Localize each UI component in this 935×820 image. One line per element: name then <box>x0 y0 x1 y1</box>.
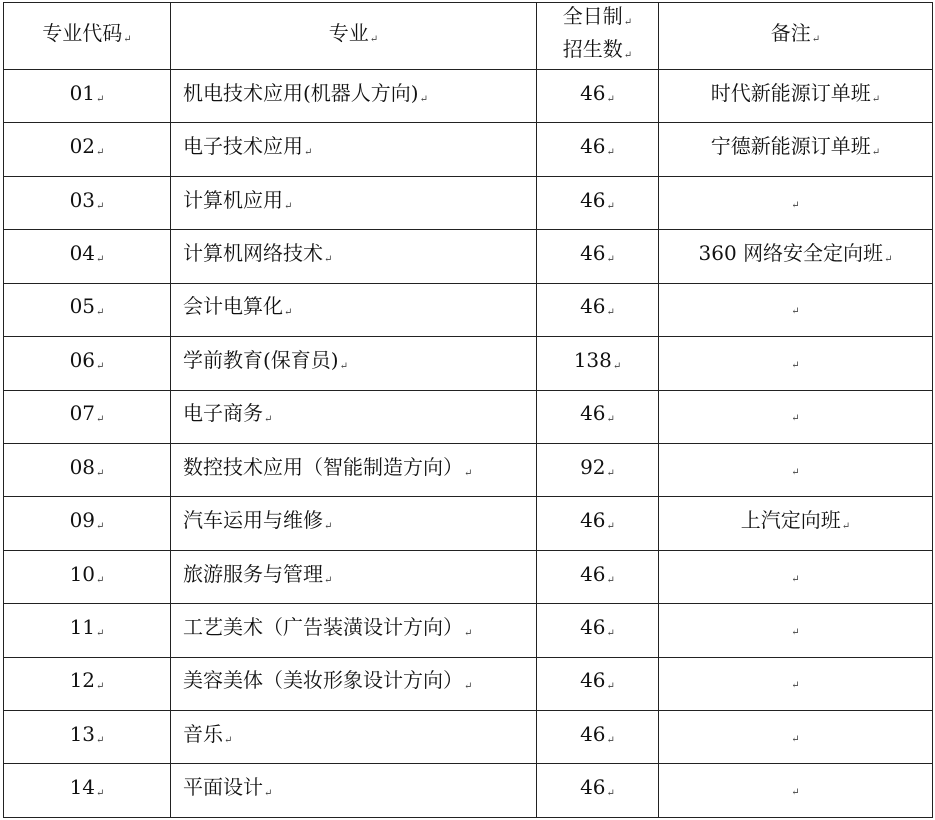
paragraph-mark: ↵ <box>606 414 615 426</box>
paragraph-mark: ↵ <box>264 414 273 426</box>
paragraph-mark: ↵ <box>304 147 313 159</box>
header-code <box>4 3 171 70</box>
paragraph-mark: ↵ <box>96 574 105 586</box>
paragraph-mark: ↵ <box>606 307 615 319</box>
row-major-cell <box>171 337 537 390</box>
table-row <box>4 230 933 283</box>
paragraph-mark: ↵ <box>606 200 615 212</box>
paragraph-mark: ↵ <box>791 573 800 585</box>
paragraph-mark: ↵ <box>871 147 881 159</box>
row-count-cell <box>537 604 659 657</box>
paragraph-mark: ↵ <box>464 681 473 693</box>
paragraph-mark: ↵ <box>623 17 633 28</box>
paragraph-mark: ↵ <box>791 787 800 799</box>
row-major: 平面设计 <box>183 775 263 800</box>
paragraph-mark: ↵ <box>224 734 233 746</box>
row-major: 旅游服务与管理 <box>183 561 323 586</box>
row-note-cell <box>659 604 933 657</box>
paragraph-mark: ↵ <box>606 681 615 693</box>
row-code-cell <box>4 550 171 603</box>
table-row <box>4 337 933 390</box>
row-count: 46 <box>580 401 606 426</box>
row-note: 上汽定向班 <box>740 508 841 533</box>
header-major-text: 专业 <box>328 20 369 45</box>
row-note-cell <box>659 337 933 390</box>
paragraph-mark: ↵ <box>623 50 633 61</box>
header-enroll-line1: 全日制 <box>562 4 623 28</box>
row-code-cell <box>4 657 171 710</box>
row-count: 46 <box>580 134 606 159</box>
row-count-cell <box>537 764 659 818</box>
row-code-cell <box>4 497 171 550</box>
row-count: 46 <box>580 775 606 800</box>
row-code: 05 <box>69 294 96 319</box>
row-code-cell <box>4 176 171 229</box>
table-row <box>4 497 933 550</box>
row-count-cell <box>537 176 659 229</box>
row-major-cell <box>171 711 537 764</box>
row-major-cell <box>171 176 537 229</box>
row-count: 46 <box>580 721 606 746</box>
row-code: 13 <box>69 721 96 746</box>
paragraph-mark: ↵ <box>96 253 105 265</box>
row-count: 46 <box>580 614 606 639</box>
paragraph-mark: ↵ <box>606 521 615 533</box>
paragraph-mark: ↵ <box>791 359 800 371</box>
header-note-text: 备注 <box>770 20 811 45</box>
paragraph-mark: ↵ <box>606 147 615 159</box>
row-major-cell <box>171 390 537 443</box>
row-code-cell <box>4 390 171 443</box>
row-count-cell <box>537 230 659 283</box>
row-major: 会计电算化 <box>183 294 283 319</box>
table-row <box>4 604 933 657</box>
paragraph-mark: ↵ <box>841 521 851 533</box>
table-row <box>4 550 933 603</box>
paragraph-mark: ↵ <box>264 788 273 800</box>
paragraph-mark: ↵ <box>606 253 615 265</box>
row-major: 美容美体（美妆形象设计方向） <box>183 668 463 693</box>
row-code-cell <box>4 764 171 818</box>
paragraph-mark: ↵ <box>324 253 333 265</box>
paragraph-mark: ↵ <box>791 626 800 638</box>
row-note: 宁德新能源订单班 <box>710 134 871 159</box>
row-count-cell <box>537 443 659 496</box>
paragraph-mark: ↵ <box>96 521 105 533</box>
row-major: 音乐 <box>183 721 223 746</box>
paragraph-mark: ↵ <box>871 93 881 105</box>
paragraph-mark: ↵ <box>791 733 800 745</box>
paragraph-mark: ↵ <box>96 627 105 639</box>
row-code: 06 <box>69 347 96 372</box>
paragraph-mark: ↵ <box>791 466 800 478</box>
row-note: 360 网络安全定向班 <box>698 240 884 265</box>
table-row <box>4 283 933 336</box>
paragraph-mark: ↵ <box>324 574 333 586</box>
paragraph-mark: ↵ <box>96 147 105 159</box>
table-row <box>4 443 933 496</box>
row-code-cell <box>4 711 171 764</box>
row-note-cell <box>659 283 933 336</box>
row-code-cell <box>4 70 171 123</box>
row-code: 11 <box>69 614 96 639</box>
paragraph-mark: ↵ <box>96 414 105 426</box>
row-count: 46 <box>580 294 606 319</box>
row-code-cell <box>4 123 171 176</box>
paragraph-mark: ↵ <box>96 467 105 479</box>
paragraph-mark: ↵ <box>96 307 105 319</box>
row-note-cell <box>659 70 933 123</box>
row-major-cell <box>171 123 537 176</box>
row-count: 46 <box>580 668 606 693</box>
table-row <box>4 176 933 229</box>
paragraph-mark: ↵ <box>606 788 615 800</box>
paragraph-mark: ↵ <box>884 253 893 265</box>
table-row <box>4 657 933 710</box>
paragraph-mark: ↵ <box>606 734 615 746</box>
paragraph-mark: ↵ <box>96 734 105 746</box>
row-note-cell <box>659 711 933 764</box>
row-note-cell <box>659 390 933 443</box>
paragraph-mark: ↵ <box>791 306 800 318</box>
row-count: 92 <box>580 454 606 479</box>
paragraph-mark: ↵ <box>339 360 348 372</box>
row-major: 计算机应用 <box>183 187 283 212</box>
row-note-cell <box>659 230 933 283</box>
row-code: 03 <box>69 187 96 212</box>
paragraph-mark: ↵ <box>96 360 105 372</box>
paragraph-mark: ↵ <box>284 307 293 319</box>
row-major: 数控技术应用（智能制造方向） <box>183 454 463 479</box>
row-major: 学前教育(保育员) <box>183 347 339 372</box>
paragraph-mark: ↵ <box>96 681 105 693</box>
table-row <box>4 70 933 123</box>
paragraph-mark: ↵ <box>791 680 800 692</box>
row-major: 机电技术应用(机器人方向) <box>183 80 419 105</box>
paragraph-mark: ↵ <box>791 199 800 211</box>
paragraph-mark: ↵ <box>96 200 105 212</box>
row-code: 07 <box>69 401 96 426</box>
row-count-cell <box>537 711 659 764</box>
paragraph-mark: ↵ <box>606 93 615 105</box>
row-count: 138 <box>573 347 612 372</box>
row-note-cell <box>659 764 933 818</box>
header-note <box>659 3 933 70</box>
row-major-cell <box>171 550 537 603</box>
paragraph-mark: ↵ <box>123 33 132 45</box>
row-major-cell <box>171 283 537 336</box>
paragraph-mark: ↵ <box>464 627 473 639</box>
row-code: 09 <box>69 508 96 533</box>
paragraph-mark: ↵ <box>464 467 473 479</box>
paragraph-mark: ↵ <box>324 521 333 533</box>
paragraph-mark: ↵ <box>606 467 615 479</box>
row-code-cell <box>4 443 171 496</box>
row-note-cell <box>659 176 933 229</box>
row-code: 02 <box>69 134 96 159</box>
row-count-cell <box>537 337 659 390</box>
paragraph-mark: ↵ <box>606 627 615 639</box>
header-major <box>171 3 537 70</box>
row-note-cell <box>659 497 933 550</box>
row-major-cell <box>171 230 537 283</box>
row-code-cell <box>4 604 171 657</box>
row-code: 14 <box>69 775 96 800</box>
header-enroll-line2: 招生数 <box>562 37 623 61</box>
row-major-cell <box>171 604 537 657</box>
row-code-cell <box>4 230 171 283</box>
paragraph-mark: ↵ <box>606 574 615 586</box>
row-major: 电子技术应用 <box>183 134 303 159</box>
row-major-cell <box>171 497 537 550</box>
row-count-cell <box>537 390 659 443</box>
row-count-cell <box>537 497 659 550</box>
row-code: 12 <box>69 668 96 693</box>
row-note-cell <box>659 657 933 710</box>
row-note: 时代新能源订单班 <box>710 80 871 105</box>
row-count-cell <box>537 657 659 710</box>
row-note-cell <box>659 443 933 496</box>
header-enroll <box>537 3 659 70</box>
row-count-cell <box>537 550 659 603</box>
row-code: 01 <box>69 80 96 105</box>
paragraph-mark: ↵ <box>811 33 821 45</box>
row-count: 46 <box>580 187 606 212</box>
row-count: 46 <box>580 240 606 265</box>
row-major-cell <box>171 443 537 496</box>
row-code: 10 <box>69 561 96 586</box>
table-row <box>4 123 933 176</box>
row-count: 46 <box>580 508 606 533</box>
paragraph-mark: ↵ <box>612 360 622 372</box>
paragraph-mark: ↵ <box>369 33 379 45</box>
table-row <box>4 390 933 443</box>
paragraph-mark: ↵ <box>284 200 293 212</box>
paragraph-mark: ↵ <box>96 93 105 105</box>
row-code-cell <box>4 337 171 390</box>
row-count: 46 <box>580 561 606 586</box>
paragraph-mark: ↵ <box>791 413 800 425</box>
row-major: 汽车运用与维修 <box>183 508 323 533</box>
row-major: 计算机网络技术 <box>183 240 323 265</box>
paragraph-mark: ↵ <box>96 788 105 800</box>
row-major-cell <box>171 764 537 818</box>
row-major: 工艺美术（广告装潢设计方向） <box>183 614 463 639</box>
row-count: 46 <box>580 80 606 105</box>
table-row <box>4 711 933 764</box>
row-major: 电子商务 <box>183 401 263 426</box>
row-count-cell <box>537 123 659 176</box>
row-major-cell <box>171 70 537 123</box>
header-row <box>4 3 933 70</box>
row-count-cell <box>537 70 659 123</box>
header-code-text: 专业代码 <box>42 20 123 45</box>
row-code: 08 <box>69 454 96 479</box>
row-code: 04 <box>69 240 96 265</box>
row-note-cell <box>659 123 933 176</box>
row-count-cell <box>537 283 659 336</box>
table-row <box>4 764 933 818</box>
row-note-cell <box>659 550 933 603</box>
paragraph-mark: ↵ <box>419 93 428 105</box>
row-major-cell <box>171 657 537 710</box>
row-code-cell <box>4 283 171 336</box>
enrollment-table <box>3 2 933 818</box>
